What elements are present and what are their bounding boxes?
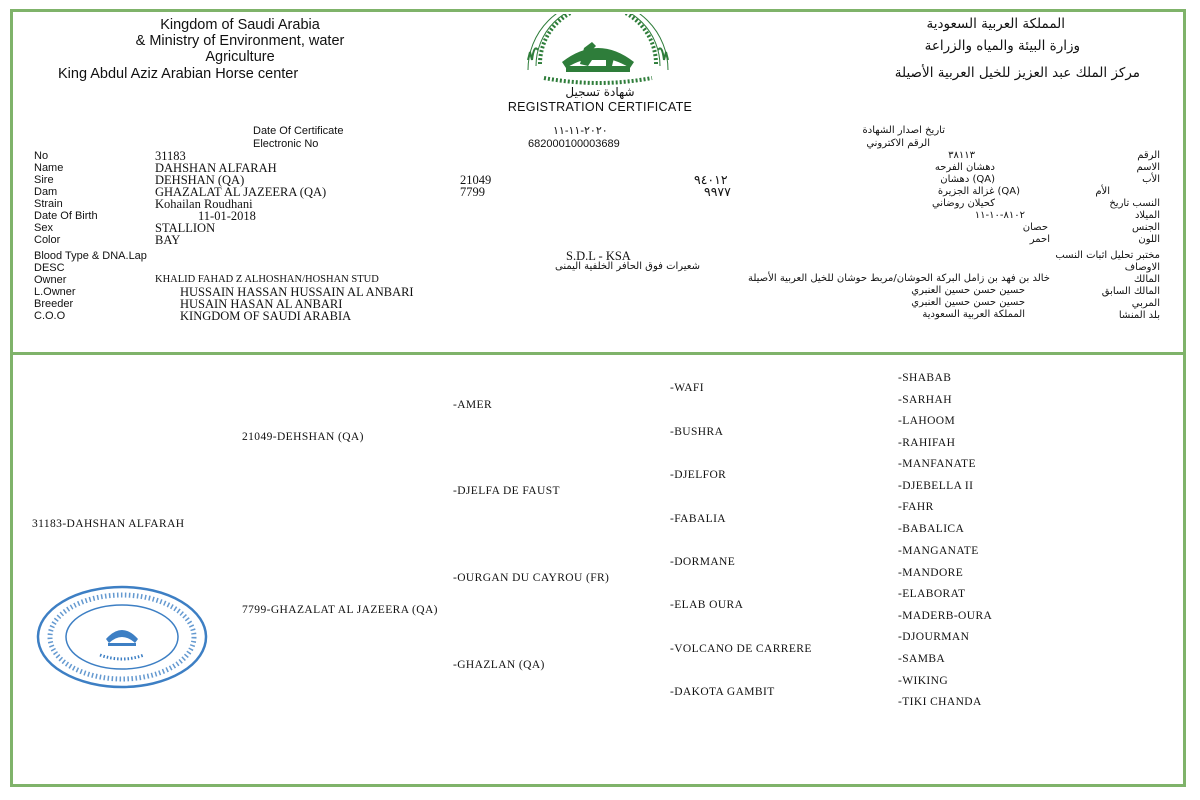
value-sex: STALLION [155, 221, 216, 235]
stamp-emblem-base [108, 643, 136, 646]
header-en-line2: & Ministry of Environment, water [135, 33, 345, 49]
label-desc: DESC [34, 262, 65, 274]
value-dob-ar: ٨١٠٢-١٠-١١ [974, 210, 1025, 221]
value-dam-num-ar: ٩٩٧٧ [704, 185, 731, 199]
pedigree-gen3-item: -BUSHRA [670, 426, 724, 438]
pedigree-gen3-item: -DJELFOR [670, 469, 727, 481]
pedigree-gen3-item: -ELAB OURA [670, 599, 744, 611]
value-coo: KINGDOM OF SAUDI ARABIA [180, 309, 352, 323]
ministry-logo [522, 14, 674, 86]
label-owner-ar: المالك [1133, 274, 1160, 285]
label-sire-ar: الأب [1142, 174, 1160, 185]
pedigree-gen4-item: -MADERB-OURA [898, 610, 993, 622]
value-no: 31183 [155, 149, 186, 163]
label-dob: Date Of Birth [34, 210, 98, 222]
logo-base [566, 66, 630, 72]
pedigree-gen3-item: -DAKOTA GAMBIT [670, 686, 775, 698]
header-en-line4: King Abdul Aziz Arabian Horse center [58, 66, 299, 82]
value-breeder: HUSAIN HASAN AL ANBARI [180, 297, 343, 311]
date-value: ٢٠٢٠-١١-١١ [553, 125, 608, 137]
pedigree-gen4-item: -ELABORAT [898, 588, 966, 600]
registry-stamp [36, 585, 208, 689]
label-dam: Dam [34, 186, 58, 198]
pedigree-gen4-item: -FAHR [898, 501, 934, 513]
pedigree-gen1-item: 21049-DEHSHAN (QA) [242, 431, 364, 443]
header-en-line3: Agriculture [205, 49, 275, 65]
pedigree-gen4-item: -WIKING [898, 675, 949, 687]
label-breeder-ar: المربي [1131, 298, 1160, 309]
label-strain-ar: النسب تاريخ [1109, 198, 1160, 209]
label-color: Color [34, 234, 61, 246]
value-dam-num: 7799 [460, 185, 485, 199]
pedigree-gen4-item: -MANFANATE [898, 458, 976, 470]
value-lowner: HUSSAIN HASSAN HUSSAIN AL ANBARI [180, 285, 414, 299]
date-label-ar: تاريخ اصدار الشهادة [862, 125, 945, 136]
pedigree-gen2-item: -DJELFA DE FAUST [453, 485, 560, 497]
pedigree-gen3-item: -VOLCANO DE CARRERE [670, 643, 812, 655]
value-sex-ar: حصان [1022, 222, 1048, 233]
title-english: REGISTRATION CERTIFICATE [507, 100, 693, 114]
label-blood-ar: مختبر تحليل اثبات النسب [1055, 250, 1160, 261]
value-sire-ar: (QA) دهشان [940, 174, 995, 185]
value-desc-ar: شعيرات فوق الحافر الخلفية اليمنى [555, 261, 700, 272]
pedigree-gen4-item: -DJEBELLA II [898, 480, 974, 492]
value-name: DAHSHAN ALFARAH [155, 161, 277, 175]
logo-arc-outer [528, 14, 668, 70]
pedigree-gen3-item: -DORMANE [670, 556, 736, 568]
date-label: Date Of Certificate [253, 125, 344, 137]
label-dam-ar: الأم [1095, 186, 1110, 197]
label-sire: Sire [34, 174, 54, 186]
label-name-ar: الاسم [1136, 162, 1160, 173]
electronic-label-ar: الرقم الاكتروني [866, 138, 930, 149]
title-arabic: شهادة تسجيل [565, 85, 635, 99]
header-ar-line2: وزارة البيئة والمياه والزراعة [924, 38, 1080, 54]
electronic-label: Electronic No [253, 138, 319, 150]
pedigree-gen3-item: -WAFI [670, 382, 704, 394]
label-strain: Strain [34, 198, 63, 210]
value-dam: GHAZALAT AL JAZEERA (QA) [155, 185, 327, 199]
label-sex: Sex [34, 222, 53, 234]
label-breeder: Breeder [34, 298, 74, 310]
logo-horse [580, 42, 614, 66]
header-en-line1: Kingdom of Saudi Arabia [160, 17, 320, 33]
value-sire-num-ar: ٩٤٠١٢ [694, 173, 728, 187]
label-sex-ar: الجنس [1131, 222, 1160, 233]
label-no-ar: الرقم [1137, 150, 1160, 161]
value-owner-ar: خالد بن فهد بن زامل البركة الحوشان/مربط حوشان للخيل العربية الأصيلة [747, 273, 1050, 284]
pedigree-gen4-item: -SHABAB [898, 372, 952, 384]
value-color: BAY [155, 233, 181, 247]
value-blood: S.D.L - KSA [566, 249, 631, 263]
value-dob: 11-01-2018 [198, 209, 256, 223]
value-breeder-ar: حسين حسن حسين العنبري [911, 297, 1025, 308]
value-lowner-ar: حسين حسن حسين العنبري [911, 285, 1025, 296]
pedigree-gen4-item: -TIKI CHANDA [898, 696, 982, 708]
label-dob-ar: الميلاد [1134, 210, 1160, 221]
header-ar-line3: مركز الملك عبد العزيز للخيل العربية الأصيلة [894, 65, 1140, 81]
value-color-ar: احمر [1029, 234, 1050, 245]
label-coo-ar: بلد المنشا [1118, 310, 1160, 321]
pedigree-gen2-item: -OURGAN DU CAYROU (FR) [453, 572, 610, 584]
pedigree-gen2-item: -AMER [453, 399, 493, 411]
value-coo-ar: المملكة العربية السعودية [922, 309, 1025, 320]
label-owner: Owner [34, 274, 67, 286]
pedigree-gen4-item: -BABALICA [898, 523, 965, 535]
value-owner: KHALID FAHAD Z ALHOSHAN/HOSHAN STUD [155, 274, 379, 285]
label-blood: Blood Type & DNA.Lap [34, 250, 147, 262]
value-name-ar: دهشان الفرحه [934, 162, 995, 173]
pedigree-gen4-item: -RAHIFAH [898, 437, 956, 449]
label-lowner-ar: المالك السابق [1101, 286, 1160, 297]
label-color-ar: اللون [1138, 234, 1160, 245]
pedigree-gen4-item: -SARHAH [898, 394, 952, 406]
label-desc-ar: الاوصاف [1124, 262, 1160, 273]
label-coo: C.O.O [34, 310, 66, 322]
section-divider [10, 352, 1186, 355]
electronic-value: 682000100003689 [528, 138, 620, 150]
pedigree-gen3-item: -FABALIA [670, 513, 727, 525]
value-no-ar: ٣٨١١٣ [948, 150, 975, 161]
pedigree-gen4-item: -MANDORE [898, 567, 964, 579]
value-dam-ar: (QA) غزالة الجزيرة [937, 186, 1020, 197]
header-ar-line1: المملكة العربية السعودية [926, 16, 1065, 32]
pedigree-gen4-item: -MANGANATE [898, 545, 979, 557]
pedigree-gen4-item: -LAHOOM [898, 415, 956, 427]
value-strain-ar: كحيلان روضاني [931, 198, 995, 209]
value-sire-num: 21049 [460, 173, 492, 187]
pedigree-gen4-item: -DJOURMAN [898, 631, 970, 643]
pedigree-gen4-item: -SAMBA [898, 653, 946, 665]
pedigree-gen1-item: 7799-GHAZALAT AL JAZEERA (QA) [242, 604, 438, 616]
logo-lettering-bottom [544, 78, 652, 83]
pedigree-subject: 31183-DAHSHAN ALFARAH [32, 518, 185, 530]
pedigree-gen2-item: -GHAZLAN (QA) [453, 659, 545, 671]
stamp-inner-lettering [100, 655, 144, 659]
label-lowner: L.Owner [34, 286, 76, 298]
label-no: No [34, 150, 49, 162]
value-strain: Kohailan Roudhani [155, 197, 253, 211]
label-name: Name [34, 162, 64, 174]
value-sire: DEHSHAN (QA) [155, 173, 245, 187]
stamp-horse-emblem [106, 630, 138, 643]
